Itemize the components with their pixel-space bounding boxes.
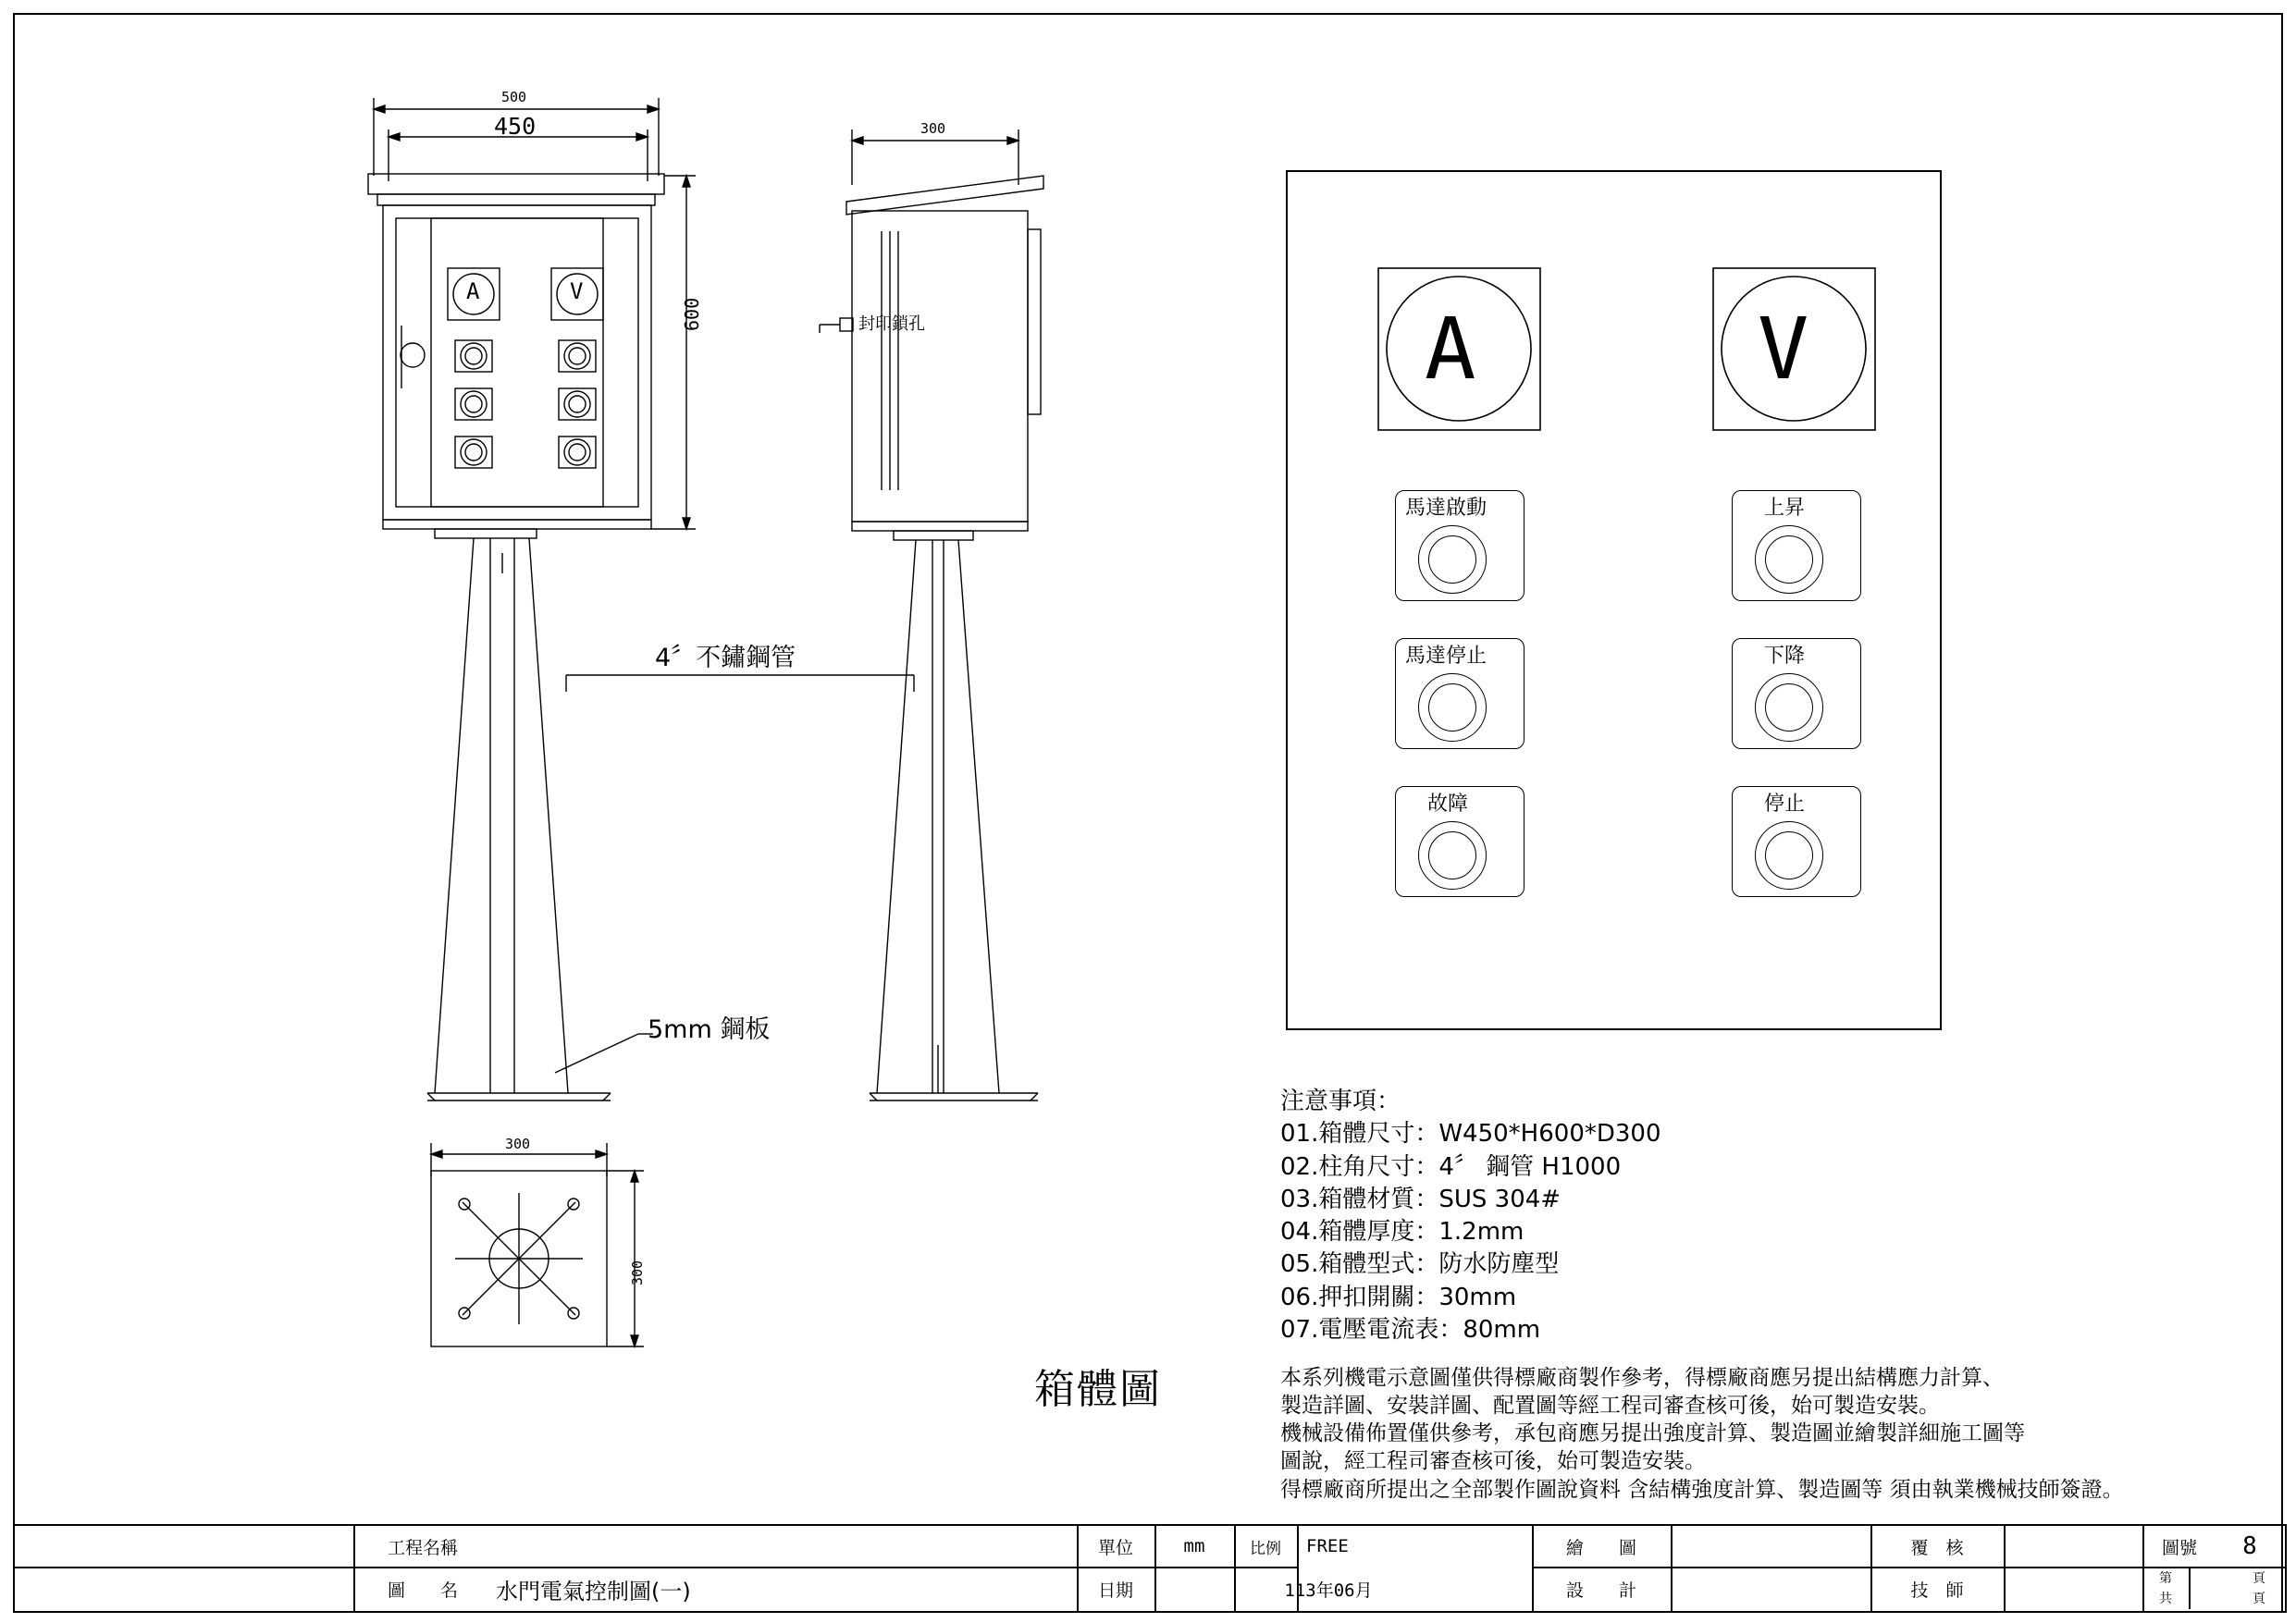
disclaimer-line: 圖說，經工程司審查核可後，始可製造安裝。 (1280, 1449, 1706, 1474)
notes-item: 05.箱體型式：防水防塵型 (1280, 1250, 1560, 1279)
project-name-value[interactable] (496, 1526, 1051, 1567)
pages-label-first: 第 (2159, 1571, 2172, 1586)
check-label: 覆 核 (1910, 1537, 1964, 1558)
lock-hole-label: 封印鎖孔 (858, 314, 925, 334)
dim-front-inner-width: 450 (494, 113, 537, 140)
panel-button-motor-start-inner-ring (1428, 535, 1476, 584)
dim-base-width: 300 (505, 1136, 531, 1152)
disclaimer-line: 得標廠商所提出之全部製作圖說資料 含結構強度計算、製造圖等 須由執業機械技師簽證。 (1280, 1477, 2124, 1502)
panel-button-fault-inner-ring (1428, 831, 1476, 879)
sheet-number-value: 8 (2242, 1532, 2257, 1560)
notes-item: 04.箱體厚度：1.2mm (1280, 1218, 1524, 1247)
main-caption: 箱體圖 (1034, 1366, 1162, 1413)
drawn-by-value[interactable] (1671, 1526, 1870, 1567)
voltmeter-label: V (570, 278, 584, 304)
date-label: 日期 (1097, 1580, 1133, 1601)
notes-item: 06.押扣開關：30mm (1280, 1283, 1517, 1311)
panel-ammeter-label: A (1425, 300, 1476, 399)
disclaimer-line: 本系列機電示意圖僅供得標廠商製作參考，得標廠商應另提出結構應力計算、 (1280, 1366, 2004, 1390)
drawn-by-label: 繪 圖 (1565, 1537, 1636, 1558)
plate-label: 5mm 鋼板 (648, 1015, 771, 1044)
sheet-number-label: 圖號 (2161, 1537, 2197, 1558)
unit-label: 單位 (1097, 1537, 1133, 1558)
ammeter-label: A (466, 278, 480, 304)
title-block (13, 1524, 2287, 1613)
engineer-value[interactable] (2004, 1568, 2142, 1609)
engineer-label: 技 師 (1910, 1580, 1964, 1601)
panel-voltmeter-label: V (1758, 300, 1809, 399)
panel-button-lower-label: 下降 (1764, 645, 1806, 668)
pages-unit-total: 頁 (2253, 1592, 2265, 1606)
disclaimer-line: 製造詳圖、安裝詳圖、配置圖等經工程司審查核可後，始可製造安裝。 (1280, 1394, 1940, 1419)
date-value: 113年06月 (1284, 1580, 1373, 1601)
dim-front-height: 600 (681, 297, 703, 331)
unit-value: mm (1183, 1536, 1205, 1556)
pages-label-total: 共 (2159, 1592, 2172, 1606)
scale-value: FREE (1306, 1536, 1349, 1556)
scale-label: 比例 (1250, 1539, 1281, 1558)
notes-item: 01.箱體尺寸：W450*H600*D300 (1280, 1120, 1661, 1149)
disclaimer-block (1280, 1366, 2124, 1502)
design-by-value[interactable] (1671, 1568, 1870, 1609)
dim-front-outer-width: 500 (501, 89, 527, 105)
notes-item: 02.柱角尺寸：4〞 鋼管 H1000 (1280, 1152, 1622, 1181)
panel-button-raise-inner-ring (1765, 535, 1813, 584)
panel-button-motor-start-label: 馬達啟動 (1405, 497, 1487, 520)
notes-heading: 注意事項： (1280, 1088, 1401, 1115)
drawing-name-label: 圖 名 (387, 1580, 458, 1601)
notes-item: 03.箱體材質：SUS 304# (1280, 1185, 1562, 1213)
dim-side-depth: 300 (920, 120, 946, 137)
pages-unit-first: 頁 (2253, 1571, 2265, 1586)
disclaimer-line: 機械設備佈置僅供參考，承包商應另提出強度計算、製造圖並繪製詳細施工圖等 (1280, 1421, 2025, 1446)
dim-base-depth: 300 (629, 1260, 646, 1285)
notes-item: 07.電壓電流表：80mm (1280, 1316, 1541, 1345)
panel-button-raise-label: 上昇 (1764, 497, 1806, 520)
notes-block (1280, 1088, 1661, 1345)
panel-button-fault-label: 故障 (1427, 793, 1469, 816)
project-name-label: 工程名稱 (387, 1537, 458, 1558)
check-value[interactable] (2004, 1526, 2142, 1567)
panel-button-lower-inner-ring (1765, 683, 1813, 732)
panel-button-motor-stop-label: 馬達停止 (1405, 645, 1487, 668)
panel-button-stop-label: 停止 (1764, 793, 1806, 816)
title-block-v11 (2189, 1567, 2191, 1609)
panel-button-motor-stop-inner-ring (1428, 683, 1476, 732)
design-by-label: 設 計 (1565, 1580, 1636, 1601)
drawing-name-value[interactable]: 水門電氣控制圖(一) (496, 1578, 691, 1605)
pipe-label: 4〞不鏽鋼管 (655, 644, 796, 672)
panel-button-stop-inner-ring (1765, 831, 1813, 879)
